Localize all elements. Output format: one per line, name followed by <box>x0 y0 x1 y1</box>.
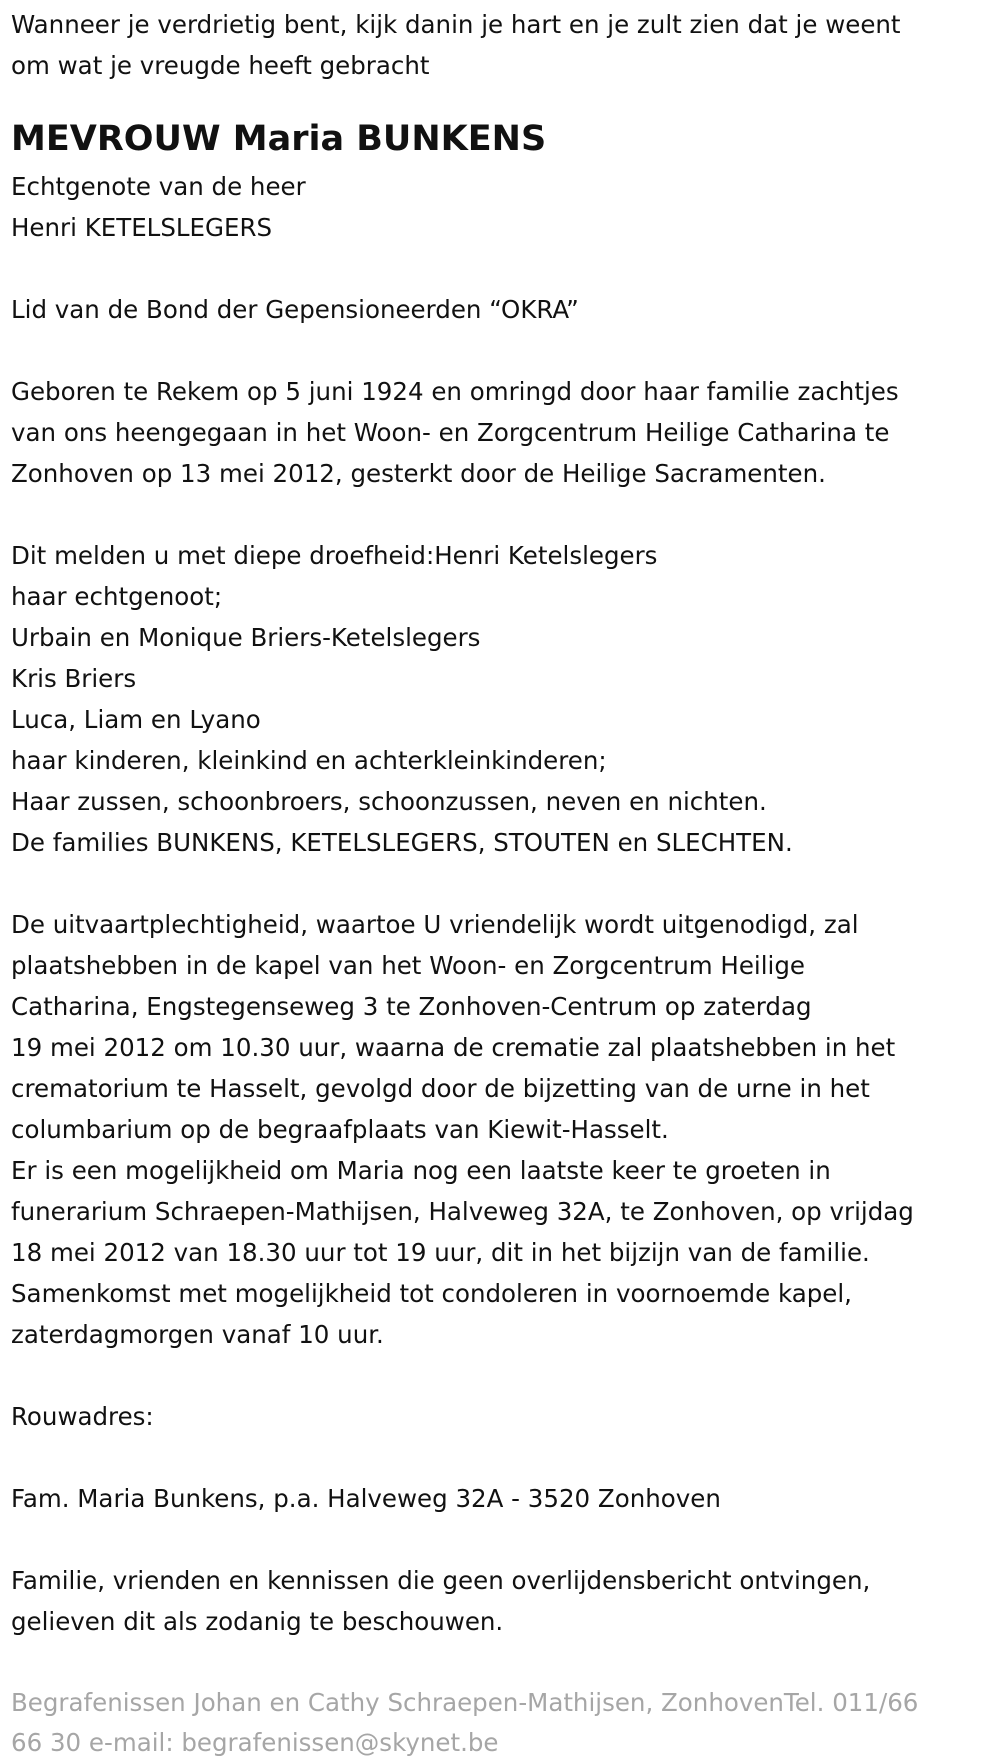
paragraph-line: funerarium Schraepen-Mathijsen, Halveweg 32A, te Zonhoven, op vrijdag <box>11 1197 914 1226</box>
spacer <box>11 1642 1000 1683</box>
paragraph-line: zaterdagmorgen vanaf 10 uur. <box>11 1320 384 1349</box>
spouse-line: Echtgenote van de heer <box>11 172 306 201</box>
paragraph-line: plaatshebben in de kapel van het Woon- en Zorgcentrum Heilige <box>11 951 805 980</box>
spacer <box>11 863 1000 904</box>
address-line: Fam. Maria Bunkens, p.a. Halveweg 32A - 3520 Zonhoven <box>11 1484 721 1513</box>
paragraph-line: crematorium te Hasselt, gevolgd door de bijzetting van de urne in het <box>11 1074 870 1103</box>
paragraph-line: Er is een mogelijkheid om Maria nog een laatste keer te groeten in <box>11 1156 831 1185</box>
paragraph-line: van ons heengegaan in het Woon- en Zorgcentrum Heilige Catharina te <box>11 418 890 447</box>
funeral-home-footer <box>11 1683 1000 1763</box>
paragraph-line: Geboren te Rekem op 5 juni 1924 en omringd door haar familie zachtjes <box>11 377 899 406</box>
spacer <box>11 494 1000 535</box>
spacer <box>11 248 1000 289</box>
spouse-block <box>11 166 1000 248</box>
quote-block <box>11 4 1000 86</box>
paragraph-line: Zonhoven op 13 mei 2012, gesterkt door de Heilige Sacramenten. <box>11 459 826 488</box>
paragraph-line: 19 mei 2012 om 10.30 uur, waarna de crematie zal plaatshebben in het <box>11 1033 896 1062</box>
mourner-line: Kris Briers <box>11 664 137 693</box>
footer-line: 66 30 e-mail: begrafenissen@skynet.be <box>11 1728 499 1757</box>
paragraph-line: 18 mei 2012 van 18.30 uur tot 19 uur, dit in het bijzijn van de familie. <box>11 1238 870 1267</box>
mourner-line: Urbain en Monique Briers-Ketelslegers <box>11 623 481 652</box>
spouse-line: Henri KETELSLEGERS <box>11 213 273 242</box>
paragraph-line: Samenkomst met mogelijkheid tot condoleren in voornoemde kapel, <box>11 1279 852 1308</box>
mourner-line: Haar zussen, schoonbroers, schoonzussen, neven en nichten. <box>11 787 767 816</box>
notice-paragraph <box>11 1560 1000 1642</box>
mourner-line: haar kinderen, kleinkind en achterkleinkinderen; <box>11 746 607 775</box>
ceremony-paragraph <box>11 904 1000 1355</box>
membership-line: Lid van de Bond der Gepensioneerden “OKRA” <box>11 295 579 324</box>
mourners-list <box>11 535 1000 863</box>
birth-death-paragraph <box>11 371 1000 494</box>
paragraph-line: gelieven dit als zodanig te beschouwen. <box>11 1607 504 1636</box>
paragraph-line: Catharina, Engstegenseweg 3 te Zonhoven-Centrum op zaterdag <box>11 992 812 1021</box>
spacer <box>11 330 1000 371</box>
mourner-line: haar echtgenoot; <box>11 582 223 611</box>
paragraph-line: columbarium op de begraafplaats van Kiewit-Hasselt. <box>11 1115 669 1144</box>
mourner-line: De families BUNKENS, KETELSLEGERS, STOUTEN en SLECHTEN. <box>11 828 793 857</box>
address-label: Rouwadres: <box>11 1402 154 1431</box>
paragraph-line: Familie, vrienden en kennissen die geen overlijdensbericht ontvingen, <box>11 1566 871 1595</box>
spacer <box>11 1355 1000 1396</box>
deceased-name-heading: MEVROUW Maria BUNKENS <box>11 119 547 159</box>
footer-line: Begrafenissen Johan en Cathy Schraepen-Mathijsen, ZonhovenTel. 011/66 <box>11 1688 919 1717</box>
mourner-line: Dit melden u met diepe droefheid:Henri Ketelslegers <box>11 541 658 570</box>
quote-line: Wanneer je verdrietig bent, kijk danin je hart en je zult zien dat je weent <box>11 10 901 39</box>
paragraph-line: De uitvaartplechtigheid, waartoe U vriendelijk wordt uitgenodigd, zal <box>11 910 859 939</box>
quote-line: om wat je vreugde heeft gebracht <box>11 51 430 80</box>
mourner-line: Luca, Liam en Lyano <box>11 705 261 734</box>
spacer <box>11 1437 1000 1478</box>
spacer <box>11 1519 1000 1560</box>
